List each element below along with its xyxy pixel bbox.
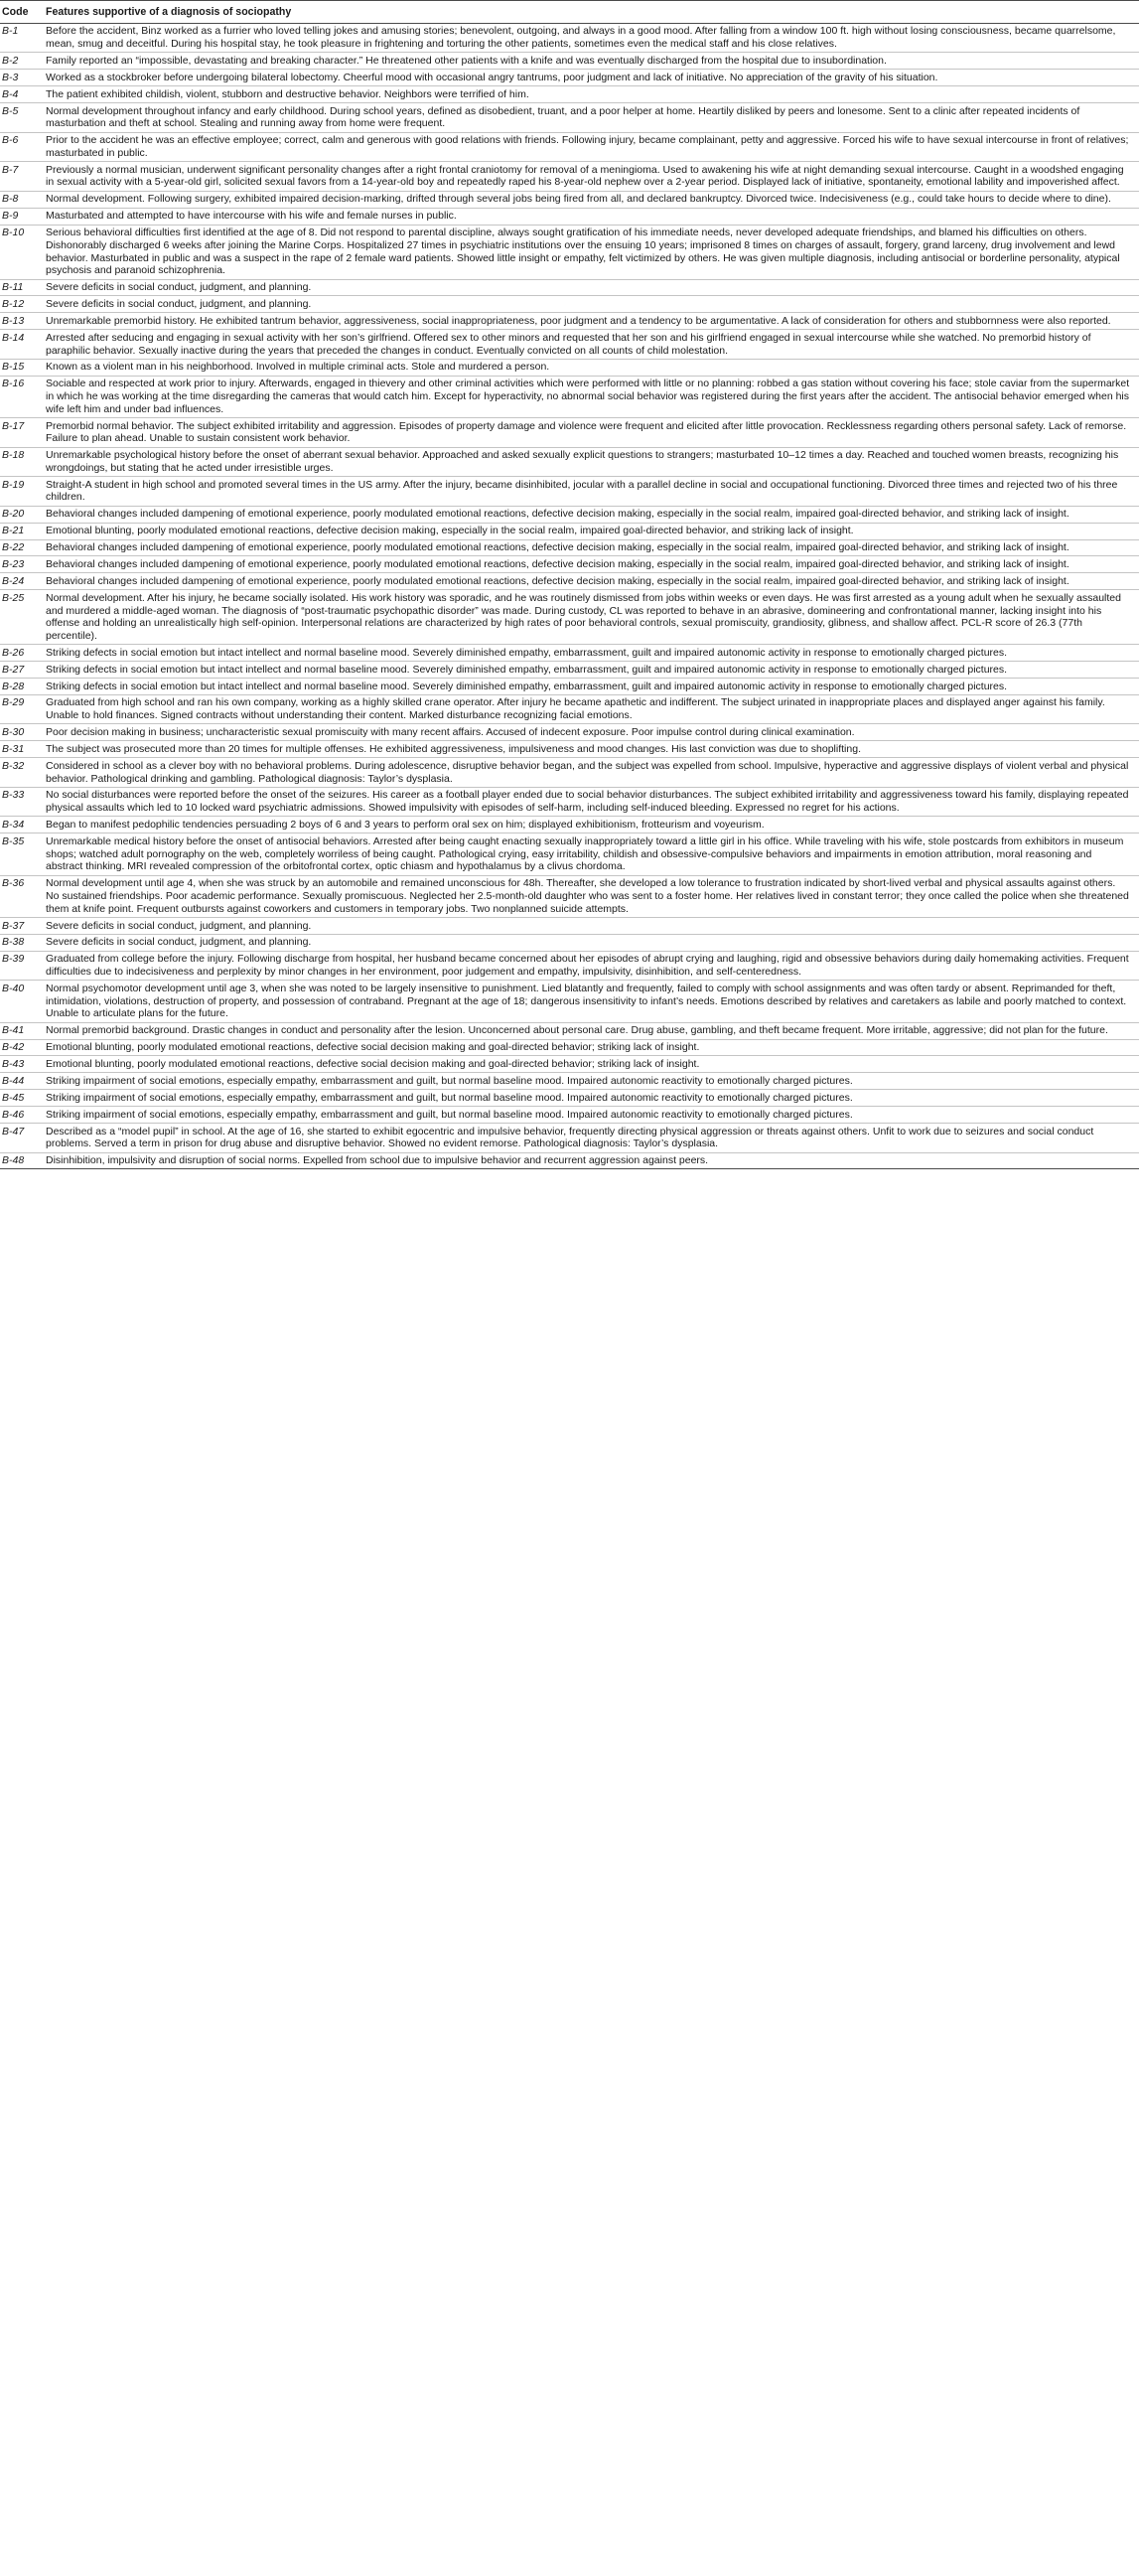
case-code: B-1	[0, 23, 44, 53]
case-features: No social disturbances were reported before the onset of the seizures. His career as a football player ended due to social behavior disturbances. The subject exhibited irritability and aggressiveness toward his family, displaying repeated physical assaults which led to 10 locked ward psychiatric admissions. Showed impulsivity with episodes of self-harm, including self-induced bleeding. Expressed no regret for his actions.	[44, 787, 1139, 817]
case-code: B-31	[0, 741, 44, 758]
table-row	[0, 539, 1139, 556]
table-row	[0, 162, 1139, 192]
case-features: The subject was prosecuted more than 20 times for multiple offenses. He exhibited aggressiveness, impulsiveness and mood changes. His last conviction was due to shoplifting.	[44, 741, 1139, 758]
case-features: Worked as a stockbroker before undergoing bilateral lobectomy. Cheerful mood with occasional angry tantrums, poor judgment and lack of initiative. No appreciation of the gravity of his situation.	[44, 70, 1139, 86]
table-row	[0, 296, 1139, 313]
table-row	[0, 359, 1139, 376]
case-features: Severe deficits in social conduct, judgment, and planning.	[44, 296, 1139, 313]
table-row	[0, 556, 1139, 573]
table-row	[0, 741, 1139, 758]
case-code: B-34	[0, 817, 44, 833]
table-row	[0, 758, 1139, 788]
table-row	[0, 645, 1139, 662]
table-row	[0, 875, 1139, 917]
case-features: Behavioral changes included dampening of emotional experience, poorly modulated emotional reactions, defective decision making, especially in the social realm, impaired goal-directed behavior, and striking lack of insight.	[44, 539, 1139, 556]
case-features: Family reported an “impossible, devastating and breaking character.” He threatened other patients with a knife and was eventually discharged from the hospital due to insubordination.	[44, 53, 1139, 70]
table-row	[0, 191, 1139, 208]
table-row	[0, 951, 1139, 981]
case-features: Emotional blunting, poorly modulated emotional reactions, defective social decision making and goal-directed behavior; striking lack of insight.	[44, 1039, 1139, 1056]
case-code: B-21	[0, 523, 44, 539]
table-row	[0, 590, 1139, 645]
table-row	[0, 787, 1139, 817]
table-row	[0, 225, 1139, 279]
table-row	[0, 70, 1139, 86]
case-features: Graduated from college before the injury. Following discharge from hospital, her husband became concerned about her episodes of abrupt crying and laughing, rigid and obsessive behaviors during daily homemaking activities. Frequent difficulties due to indecisiveness and perplexity by minor changes in her environment, poor judgement and empathy, impulsivity, disinhibition, and self-centeredness.	[44, 951, 1139, 981]
table-row	[0, 1107, 1139, 1124]
case-code: B-26	[0, 645, 44, 662]
case-code: B-13	[0, 313, 44, 330]
case-code: B-4	[0, 86, 44, 103]
case-features: Before the accident, Binz worked as a furrier who loved telling jokes and amusing stories; benevolent, outgoing, and always in a good mood. After falling from a window 100 ft. high without losing consciousness, became quarrelsome, mean, smug and deceitful. During his hospital stay, he took pleasure in frightening and torturing the other patients, sometimes even the medical staff and his close relatives.	[44, 23, 1139, 53]
case-features: Striking impairment of social emotions, especially empathy, embarrassment and guilt, but normal baseline mood. Impaired autonomic reactivity to emotionally charged pictures.	[44, 1073, 1139, 1090]
case-code: B-10	[0, 225, 44, 279]
table-row	[0, 1056, 1139, 1073]
case-features: The patient exhibited childish, violent, stubborn and destructive behavior. Neighbors were terrified of him.	[44, 86, 1139, 103]
table-row	[0, 1022, 1139, 1039]
case-code: B-35	[0, 833, 44, 875]
case-code: B-36	[0, 875, 44, 917]
case-features: Masturbated and attempted to have intercourse with his wife and female nurses in public.	[44, 208, 1139, 225]
case-code: B-9	[0, 208, 44, 225]
table-row	[0, 573, 1139, 590]
case-code: B-33	[0, 787, 44, 817]
table-row	[0, 1073, 1139, 1090]
case-features: Normal premorbid background. Drastic changes in conduct and personality after the lesion. Unconcerned about personal care. Drug abuse, gambling, and theft became frequent. More irritable, aggressive; did not plan for the future.	[44, 1022, 1139, 1039]
case-code: B-25	[0, 590, 44, 645]
case-features: Normal development. Following surgery, exhibited impaired decision-marking, drifted through several jobs being fired from all, and declared bankruptcy. Divorced twice. Indecisiveness (e.g., could take hours to decide where to dine).	[44, 191, 1139, 208]
case-code: B-8	[0, 191, 44, 208]
case-features: Described as a “model pupil” in school. At the age of 16, she started to exhibit egocentric and impulsive behavior, frequently directing physical aggression or threats against others. Unfit to work due to seizures and social conduct problems. Served a term in prison for drug abuse and disruptive behavior. Showed no evident remorse. Pathological diagnosis: Taylor’s dysplasia.	[44, 1123, 1139, 1152]
sociopathy-features-table	[0, 0, 1139, 1169]
case-code: B-42	[0, 1039, 44, 1056]
table-row	[0, 662, 1139, 679]
case-code: B-16	[0, 376, 44, 417]
case-code: B-40	[0, 981, 44, 1022]
case-features: Behavioral changes included dampening of emotional experience, poorly modulated emotional reactions, defective decision making, especially in the social realm, impaired goal-directed behavior, and striking lack of insight.	[44, 573, 1139, 590]
case-features: Behavioral changes included dampening of emotional experience, poorly modulated emotional reactions, defective decision making, especially in the social realm, impaired goal-directed behavior, and striking lack of insight.	[44, 506, 1139, 523]
case-features: Normal psychomotor development until age 3, when she was noted to be largely insensitive to punishment. Lied blatantly and frequently, failed to comply with school assignments and was often tardy or absent. Reprimanded for theft, intimidation, violations, destruction of property, and possession of contraband. Pregnant at the age of 18; dangerous insensitivity to infant’s needs. Emotions described by relatives and caretakers as labile and poorly matched to context. Unable to articulate plans for the future.	[44, 981, 1139, 1022]
case-features: Normal development throughout infancy and early childhood. During school years, defined as disobedient, truant, and a poor helper at home. Heartily disliked by peers and lonesome. Sent to a clinic after repeated incidents of masturbation and theft at school. Stealing and running away from home were frequent.	[44, 102, 1139, 132]
case-code: B-30	[0, 724, 44, 741]
table-row	[0, 447, 1139, 477]
case-code: B-24	[0, 573, 44, 590]
case-features: Poor decision making in business; uncharacteristic sexual promiscuity with many recent affairs. Accused of indecent exposure. Poor impulse control during clinical examination.	[44, 724, 1139, 741]
case-features: Premorbid normal behavior. The subject exhibited irritability and aggression. Episodes of property damage and violence were frequent and elicited after little provocation. Recklessness regarding others personal safety. Lack of remorse. Failure to plan ahead. Unable to sustain consistent work behavior.	[44, 417, 1139, 447]
table-row	[0, 477, 1139, 507]
table-row	[0, 279, 1139, 296]
table-row	[0, 53, 1139, 70]
case-code: B-17	[0, 417, 44, 447]
table-row	[0, 817, 1139, 833]
case-code: B-2	[0, 53, 44, 70]
table-row	[0, 86, 1139, 103]
case-code: B-45	[0, 1090, 44, 1107]
case-features: Straight-A student in high school and promoted several times in the US army. After the injury, became disinhibited, jocular with a parallel decline in social and occupational functioning. Divorced three times and rejected two of his three children.	[44, 477, 1139, 507]
case-code: B-48	[0, 1152, 44, 1169]
case-code: B-29	[0, 694, 44, 724]
header-features: Features supportive of a diagnosis of sociopathy	[44, 1, 1139, 24]
case-features: Previously a normal musician, underwent significant personality changes after a right frontal craniotomy for removal of a meningioma. Used to awakening his wife at night demanding sexual intercourse. Caught in a woodshed engaging in sexual activity with a 5-year-old girl, solicited sexual favors from a 14-year-old boy and repeatedly raped his 8-year-old nephew over a 2-year period. Displayed lack of initiative, spontaneity, emotional lability and impoverished affect.	[44, 162, 1139, 192]
table-row	[0, 934, 1139, 951]
case-code: B-7	[0, 162, 44, 192]
case-features: Striking impairment of social emotions, especially empathy, embarrassment and guilt, but normal baseline mood. Impaired autonomic reactivity to emotionally charged pictures.	[44, 1107, 1139, 1124]
table-row	[0, 208, 1139, 225]
table-row	[0, 1090, 1139, 1107]
case-code: B-11	[0, 279, 44, 296]
table-row	[0, 1123, 1139, 1152]
case-code: B-6	[0, 132, 44, 162]
case-code: B-43	[0, 1056, 44, 1073]
table-row	[0, 506, 1139, 523]
case-features: Unremarkable medical history before the onset of antisocial behaviors. Arrested after being caught enacting sexually inappropriately toward a little girl in his office. While traveling with his wife, stole postcards from exhibitors in museum shops; watched adult pornography on the web, completely worriless of being caught. Pathological crying, easy irritability, childish and obsessive-compulsive behaviors and impairments in emotion attribution, moral reasoning and abstract thinking. MRI revealed compression of the orbitofrontal cortex, optic chiasm and hypothalamus by a clivus chordoma.	[44, 833, 1139, 875]
table-row	[0, 417, 1139, 447]
case-features: Normal development until age 4, when she was struck by an automobile and remained unconscious for 48h. Thereafter, she developed a low tolerance to frustration indicated by short-lived verbal and physical assaults against others. No sustained friendships. Poor academic performance. Sexually promiscuous. Neglected her 2.5-month-old daughter who was sent to a foster home. Her relatives lived in constant terror; they once called the police when she threatened them at knife point. Frequent outbursts against coworkers and customers in temporary jobs. Two nonplanned suicide attempts.	[44, 875, 1139, 917]
table-row	[0, 313, 1139, 330]
case-features: Known as a violent man in his neighborhood. Involved in multiple criminal acts. Stole and murdered a person.	[44, 359, 1139, 376]
table-row	[0, 132, 1139, 162]
case-code: B-39	[0, 951, 44, 981]
case-code: B-23	[0, 556, 44, 573]
case-features: Striking defects in social emotion but intact intellect and normal baseline mood. Severely diminished empathy, embarrassment, guilt and impaired autonomic activity in response to emotionally charged pictures.	[44, 679, 1139, 695]
case-features: Normal development. After his injury, he became socially isolated. His work history was sporadic, and he was routinely dismissed from jobs within weeks or even days. He was first arrested as a young adult when he sexually assaulted and murdered a middle-aged woman. The diagnosis of “post-traumatic psychopathic disorder” was made. During custody, CL was reported to behave in an abrasive, domineering and confrontational manner, lacking insight into his offense and holding an unrealistically high self-opinion. Interpersonal relations are characterized by high rates of poor behavioral controls, sexual promiscuity, grandiosity, glibness, and shallow affect. PCL-R score of 26.3 (77th percentile).	[44, 590, 1139, 645]
case-code: B-44	[0, 1073, 44, 1090]
case-code: B-27	[0, 662, 44, 679]
case-features: Emotional blunting, poorly modulated emotional reactions, defective decision making, especially in the social realm, impaired goal-directed behavior, and striking lack of insight.	[44, 523, 1139, 539]
table-row	[0, 330, 1139, 360]
table-row	[0, 724, 1139, 741]
table-row	[0, 376, 1139, 417]
case-features: Striking impairment of social emotions, especially empathy, embarrassment and guilt, but normal baseline mood. Impaired autonomic reactivity to emotionally charged pictures.	[44, 1090, 1139, 1107]
case-code: B-18	[0, 447, 44, 477]
table-row	[0, 694, 1139, 724]
case-features: Disinhibition, impulsivity and disruption of social norms. Expelled from school due to impulsive behavior and recurrent aggression against peers.	[44, 1152, 1139, 1169]
case-code: B-22	[0, 539, 44, 556]
case-code: B-28	[0, 679, 44, 695]
case-features: Began to manifest pedophilic tendencies persuading 2 boys of 6 and 3 years to perform oral sex on him; displayed exhibitionism, frotteurism and voyeurism.	[44, 817, 1139, 833]
case-features: Unremarkable psychological history before the onset of aberrant sexual behavior. Approached and asked sexually explicit questions to strangers; masturbated 10–12 times a day. Reached and touched women breasts, recognizing his wrongdoings, but stating that he acted under irresistible urges.	[44, 447, 1139, 477]
case-features: Graduated from high school and ran his own company, working as a highly skilled crane operator. After injury he became apathetic and indifferent. The subject urinated in inappropriate places and displayed anger against his family. Unable to hold finances. Signed contracts without understanding their content. Marked disturbance recognizing facial emotions.	[44, 694, 1139, 724]
table-row	[0, 833, 1139, 875]
case-code: B-41	[0, 1022, 44, 1039]
case-features: Severe deficits in social conduct, judgment, and planning.	[44, 279, 1139, 296]
case-features: Severe deficits in social conduct, judgment, and planning.	[44, 917, 1139, 934]
table-row	[0, 1152, 1139, 1169]
case-code: B-38	[0, 934, 44, 951]
case-code: B-5	[0, 102, 44, 132]
case-features: Considered in school as a clever boy with no behavioral problems. During adolescence, disruptive behavior began, and the subject was expelled from school. Impulsive, hyperactive and aggressive displays of violent verbal and physical behavior. Pathological drinking and gambling. Pathological diagnosis: Taylor’s dysplasia.	[44, 758, 1139, 788]
case-code: B-19	[0, 477, 44, 507]
table-row	[0, 981, 1139, 1022]
case-features: Striking defects in social emotion but intact intellect and normal baseline mood. Severely diminished empathy, embarrassment, guilt and impaired autonomic activity in response to emotionally charged pictures.	[44, 645, 1139, 662]
case-features: Arrested after seducing and engaging in sexual activity with her son’s girlfriend. Offered sex to other minors and requested that her son and his girlfriend engaged in sexual intercourse while she watched. No premorbid history of paraphilic behavior. Sexually inactive during the years that preceded the changes in conduct. Eventually convicted on all counts of child molestation.	[44, 330, 1139, 360]
table-header-row	[0, 1, 1139, 24]
case-features: Emotional blunting, poorly modulated emotional reactions, defective social decision making and goal-directed behavior; striking lack of insight.	[44, 1056, 1139, 1073]
case-code: B-12	[0, 296, 44, 313]
table-row	[0, 523, 1139, 539]
case-code: B-37	[0, 917, 44, 934]
case-code: B-20	[0, 506, 44, 523]
case-features: Prior to the accident he was an effective employee; correct, calm and generous with good relations with friends. Following injury, became complainant, petty and aggressive. Forced his wife to have sexual intercourse in front of relatives; masturbated in public.	[44, 132, 1139, 162]
case-features: Unremarkable premorbid history. He exhibited tantrum behavior, aggressiveness, social inappropriateness, poor judgment and a tendency to be argumentative. A lack of consideration for others and stubbornness were also reported.	[44, 313, 1139, 330]
case-code: B-14	[0, 330, 44, 360]
case-code: B-47	[0, 1123, 44, 1152]
case-features: Behavioral changes included dampening of emotional experience, poorly modulated emotional reactions, defective decision making, especially in the social realm, impaired goal-directed behavior, and striking lack of insight.	[44, 556, 1139, 573]
case-code: B-3	[0, 70, 44, 86]
table-row	[0, 1039, 1139, 1056]
table-row	[0, 102, 1139, 132]
table-row	[0, 679, 1139, 695]
table-row	[0, 23, 1139, 53]
case-features: Serious behavioral difficulties first identified at the age of 8. Did not respond to parental discipline, always sought gratification of his immediate needs, never developed adequate friendships, and blamed his difficulties on others. Dishonorably discharged 6 weeks after joining the Marine Corps. Hospitalized 27 times in psychiatric institutions over the ensuing 10 years; imprisoned 8 times on charges of assault, forgery, grand larceny, drug involvement and lewd behavior. Masturbated in public and was a suspect in the rape of 2 female ward patients. Showed little insight or empathy, felt victimized by others. He was given multiple diagnosis, including antisocial or borderline personality, atypical psychosis and paranoid schizophrenia.	[44, 225, 1139, 279]
table-body	[0, 23, 1139, 1169]
case-features: Striking defects in social emotion but intact intellect and normal baseline mood. Severely diminished empathy, embarrassment, guilt and impaired autonomic activity in response to emotionally charged pictures.	[44, 662, 1139, 679]
case-code: B-46	[0, 1107, 44, 1124]
case-code: B-15	[0, 359, 44, 376]
header-code: Code	[0, 1, 44, 24]
case-code: B-32	[0, 758, 44, 788]
case-features: Severe deficits in social conduct, judgment, and planning.	[44, 934, 1139, 951]
table-row	[0, 917, 1139, 934]
case-features: Sociable and respected at work prior to injury. Afterwards, engaged in thievery and other criminal activities which were performed with little or no planning: robbed a gas station without covering his face; stole caviar from the supermarket in which he was working at the time disregarding the cameras that would catch him. Except for hyperactivity, no abnormal social behavior was registered during the first years after the accident. The antisocial behavior emerged when his wife left him and under bad influences.	[44, 376, 1139, 417]
